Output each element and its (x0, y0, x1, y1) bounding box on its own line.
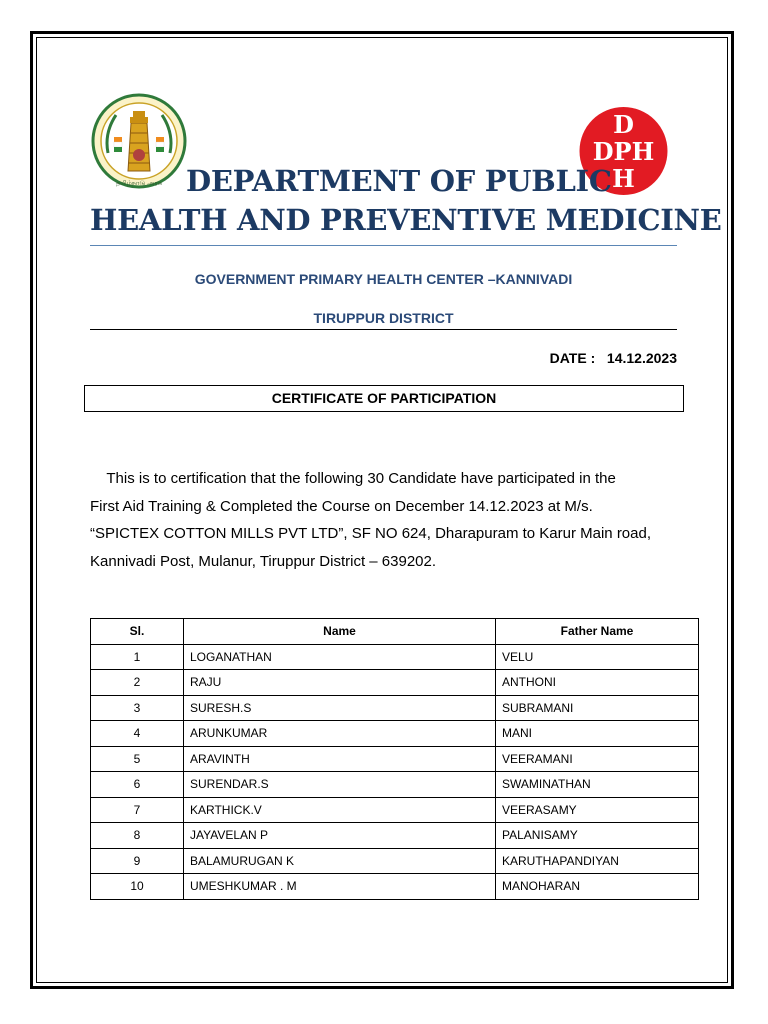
cell-sl: 9 (91, 848, 184, 874)
certificate-date: DATE : 14.12.2023 (549, 350, 677, 366)
cell-father-name: MANOHARAN (496, 874, 699, 900)
subheader-divider (90, 329, 677, 330)
district-name: TIRUPPUR DISTRICT (313, 310, 454, 326)
body-line: First Aid Training & Completed the Course on December 14.12.2023 at M/s. (90, 497, 593, 515)
body-line: Kannivadi Post, Mulanur, Tiruppur District – 639202. (90, 552, 437, 570)
body-line: This is to certification that the following 30 Candidate have participated in the (90, 470, 616, 487)
cell-name: SURENDAR.S (184, 772, 496, 798)
cell-father-name: VELU (496, 644, 699, 670)
cell-name: ARAVINTH (184, 746, 496, 772)
tamil-nadu-emblem-icon (90, 93, 188, 193)
cell-sl: 8 (91, 823, 184, 849)
cell-sl: 4 (91, 721, 184, 747)
dph-logo-letter-bottom: H (612, 164, 635, 193)
cell-name: LOGANATHAN (184, 644, 496, 670)
cell-sl: 2 (91, 670, 184, 696)
body-line: “SPICTEX COTTON MILLS PVT LTD”, SF NO 624, Dharapuram to Karur Main road, (90, 525, 652, 542)
department-title-line-1: DEPARTMENT OF PUBLIC (186, 164, 612, 198)
cell-father-name: ANTHONI (496, 670, 699, 696)
cell-name: BALAMURUGAN K (184, 848, 496, 874)
cell-sl: 3 (91, 695, 184, 721)
column-header-father-name: Father Name (496, 619, 699, 645)
cell-sl: 7 (91, 797, 184, 823)
cell-father-name: SWAMINATHAN (496, 772, 699, 798)
certificate-body (90, 465, 680, 575)
cell-name: SURESH.S (184, 695, 496, 721)
cell-father-name: VEERAMANI (496, 746, 699, 772)
cell-sl: 5 (91, 746, 184, 772)
table-row (91, 772, 699, 798)
certificate-title: CERTIFICATE OF PARTICIPATION (84, 385, 684, 412)
table-row (91, 746, 699, 772)
dph-logo-letter-top: D (613, 110, 634, 139)
table-row (91, 823, 699, 849)
table-row (91, 695, 699, 721)
cell-father-name: PALANISAMY (496, 823, 699, 849)
cell-father-name: VEERASAMY (496, 797, 699, 823)
cell-sl: 1 (91, 644, 184, 670)
cell-sl: 6 (91, 772, 184, 798)
cell-father-name: MANI (496, 721, 699, 747)
cell-name: KARTHICK.V (184, 797, 496, 823)
health-center-name: GOVERNMENT PRIMARY HEALTH CENTER –KANNIVADI (194, 271, 573, 287)
cell-father-name: SUBRAMANI (496, 695, 699, 721)
cell-sl: 10 (91, 874, 184, 900)
emblem-text: தமிழ்நாடு அரசு (115, 179, 163, 187)
dph-logo-letters-middle: DPH (592, 137, 655, 166)
column-header-sl: Sl. (91, 619, 184, 645)
cell-father-name: KARUTHAPANDIYAN (496, 848, 699, 874)
table-row (91, 797, 699, 823)
participants-table (90, 618, 699, 900)
cell-name: JAYAVELAN P (184, 823, 496, 849)
table-row (91, 874, 699, 900)
department-title-line-2: HEALTH AND PREVENTIVE MEDICINE (90, 203, 722, 237)
cell-name: RAJU (184, 670, 496, 696)
column-header-name: Name (184, 619, 496, 645)
table-header-row (91, 619, 699, 645)
cell-name: UMESHKUMAR . M (184, 874, 496, 900)
table-row (91, 670, 699, 696)
cell-name: ARUNKUMAR (184, 721, 496, 747)
table-row (91, 644, 699, 670)
table-row (91, 721, 699, 747)
table-row (91, 848, 699, 874)
header-divider (90, 245, 677, 246)
